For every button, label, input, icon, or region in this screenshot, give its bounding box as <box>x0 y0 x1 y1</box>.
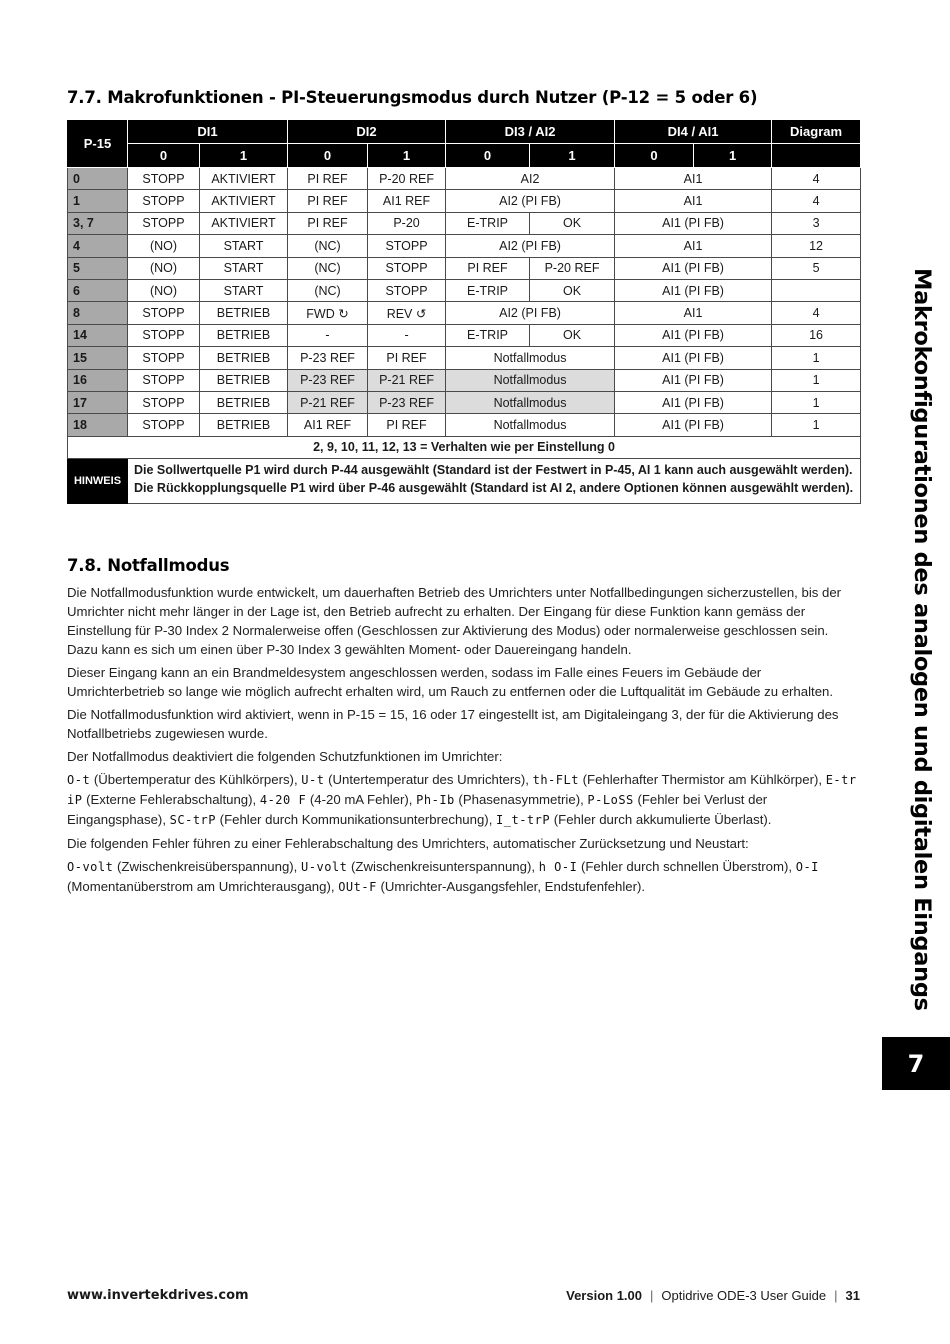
table-cell: P-23 REF <box>288 347 368 369</box>
fault-description: (Externe Fehlerabschaltung), <box>82 792 260 807</box>
table-cell: OK <box>530 212 615 234</box>
table-cell: STOPP <box>128 324 200 346</box>
subheader-cell: 0 <box>288 144 368 168</box>
table-cell: PI REF <box>368 347 446 369</box>
p15-value-cell: 18 <box>68 414 128 436</box>
table-cell: STOPP <box>128 369 200 391</box>
table-cell: AI1 (PI FB) <box>615 279 772 301</box>
fault-description: (Fehlerhafter Thermistor am Kühlkörper), <box>578 772 826 787</box>
fault-code: O-volt <box>67 860 114 874</box>
hinweis-text <box>128 459 861 504</box>
table-cell: Notfallmodus <box>446 414 615 436</box>
subheader-cell: 0 <box>128 144 200 168</box>
notfallmodus-body <box>67 583 862 901</box>
table-cell: START <box>200 279 288 301</box>
table-cell: START <box>200 257 288 279</box>
fault-code: 4-20 F <box>259 793 307 807</box>
header-p15: P-15 <box>68 120 128 168</box>
table-cell: 5 <box>772 257 861 279</box>
table-cell: BETRIEB <box>200 347 288 369</box>
fault-description: (Zwischenkreisunterspannung), <box>347 859 539 874</box>
table-cell: AI1 (PI FB) <box>615 257 772 279</box>
table-cell: START <box>200 235 288 257</box>
hinweis-line-1: Die Sollwertquelle P1 wird durch P-44 ausgewählt (Standard ist der Festwert in P-45, AI 1 kann auch ausgewählt werden). <box>134 463 853 478</box>
subheader-cell: 0 <box>446 144 530 168</box>
paragraph: Die Notfallmodusfunktion wird aktiviert, wenn in P-15 = 15, 16 oder 17 eingestellt ist, am Digitaleingang 3, der für die Aktivierung des Notfallbetriebs zugewiesen wurde. <box>67 707 839 741</box>
footer-url: www.invertekdrives.com <box>67 1288 249 1303</box>
paragraph: Der Notfallmodus deaktiviert die folgenden Schutzfunktionen im Umrichter: <box>67 749 503 764</box>
header-diagram: Diagram <box>772 120 861 144</box>
table-cell: P-20 <box>368 212 446 234</box>
fault-description: (Übertemperatur des Kühlkörpers), <box>90 772 302 787</box>
table-cell: AI2 <box>446 168 615 190</box>
table-cell: 1 <box>772 414 861 436</box>
fault-description: (Untertemperatur des Umrichters), <box>324 772 533 787</box>
table-row <box>68 369 861 391</box>
header-di4-ai1: DI4 / AI1 <box>615 120 772 144</box>
side-chapter-title <box>892 268 950 1033</box>
table-cell: AI1 (PI FB) <box>615 347 772 369</box>
table-cell: Notfallmodus <box>446 369 615 391</box>
fault-code: O-t <box>67 773 91 787</box>
chapter-number-tab: 7 <box>882 1037 950 1090</box>
table-cell: BETRIEB <box>200 302 288 324</box>
table-cell: AI1 (PI FB) <box>615 414 772 436</box>
fault-code: U-t <box>301 773 325 787</box>
side-chapter-title-text: Makrokonfigurationen des analogen und digitalen Eingangs <box>909 268 935 1011</box>
p15-value-cell: 6 <box>68 279 128 301</box>
table-cell: (NO) <box>128 257 200 279</box>
fault-description: (Fehler durch akkumulierte Überlast). <box>550 812 772 827</box>
fault-description: (Phasenasymmetrie), <box>454 792 588 807</box>
subheader-cell: 1 <box>368 144 446 168</box>
header-di3-ai2: DI3 / AI2 <box>446 120 615 144</box>
table-cell: STOPP <box>128 414 200 436</box>
footer-page-number: 31 <box>845 1288 860 1303</box>
p15-value-cell: 15 <box>68 347 128 369</box>
table-cell: STOPP <box>128 212 200 234</box>
fault-code: P-LoSS <box>587 793 634 807</box>
table-cell: 1 <box>772 347 861 369</box>
table-cell: AI1 <box>615 302 772 324</box>
table-row <box>68 190 861 212</box>
table-cell: AKTIVIERT <box>200 168 288 190</box>
paragraph: Die Notfallmodusfunktion wurde entwickelt, um dauerhaften Betrieb des Umrichters unter Notfallbedingungen sicherzustellen, bis der Umrichter nicht mehr länger in der Lage ist, den Betrieb aufrecht zu erhalten. Der Eingang für diese Funktion kann gemäss der Einstellung für P-30 Index 2 Normalerweise offen (Geschlossen zur Aktivierung des Modus) oder normalerweise geschlossen sein. Dazu kann es sich um einen über P-30 Index 3 gewählten Moment- oder Dauereingang handeln. <box>67 585 842 657</box>
p15-value-cell: 14 <box>68 324 128 346</box>
table-cell: AI1 (PI FB) <box>615 324 772 346</box>
table-cell: AI1 (PI FB) <box>615 391 772 413</box>
table-cell: AKTIVIERT <box>200 190 288 212</box>
table-cell: 4 <box>772 302 861 324</box>
table-cell: (NC) <box>288 279 368 301</box>
header-di1: DI1 <box>128 120 288 144</box>
table-cell: 4 <box>772 168 861 190</box>
table-cell: Notfallmodus <box>446 347 615 369</box>
table-cell: 3 <box>772 212 861 234</box>
table-cell: P-23 REF <box>368 391 446 413</box>
table-cell: Notfallmodus <box>446 391 615 413</box>
table-cell: 1 <box>772 369 861 391</box>
subheader-cell: 1 <box>200 144 288 168</box>
table-row <box>68 257 861 279</box>
p15-value-cell: 3, 7 <box>68 212 128 234</box>
p15-value-cell: 16 <box>68 369 128 391</box>
table-row <box>68 414 861 436</box>
fault-code: O-I <box>795 860 819 874</box>
fault-code: U-volt <box>301 860 348 874</box>
table-cell: P-20 REF <box>368 168 446 190</box>
table-cell: P-21 REF <box>288 391 368 413</box>
table-note: 2, 9, 10, 11, 12, 13 = Verhalten wie per Einstellung 0 <box>68 436 861 458</box>
paragraph: Dieser Eingang kann an ein Brandmeldesystem angeschlossen werden, sodass im Falle eines Feuers im Gebäude der Umrichterbetrieb so lange wie möglich aufrecht erhalten wird, um Rauch zu entfernen oder die Luftqualität im Gebäude zu erhalten. <box>67 665 834 699</box>
table-cell: AI1 <box>615 235 772 257</box>
table-cell: AI1 (PI FB) <box>615 212 772 234</box>
table-cell: STOPP <box>128 302 200 324</box>
fault-code: h O-I <box>538 860 578 874</box>
table-cell: BETRIEB <box>200 391 288 413</box>
table-cell: AI1 REF <box>368 190 446 212</box>
table-cell: REV ↺ <box>368 302 446 324</box>
table-cell: E-TRIP <box>446 324 530 346</box>
hinweis-line-2: Die Rückkopplungsquelle P1 wird über P-46 ausgewählt (Standard ist AI 2, andere Optionen können ausgewählt werden). <box>134 481 854 496</box>
table-cell: (NO) <box>128 279 200 301</box>
table-cell: (NO) <box>128 235 200 257</box>
p15-value-cell: 1 <box>68 190 128 212</box>
table-row <box>68 212 861 234</box>
table-cell: AKTIVIERT <box>200 212 288 234</box>
table-cell: PI REF <box>288 212 368 234</box>
table-cell: PI REF <box>446 257 530 279</box>
table-row <box>68 235 861 257</box>
paragraph: Die folgenden Fehler führen zu einer Fehlerabschaltung des Umrichters, automatischer Zurücksetzung und Neustart: <box>67 836 749 851</box>
table-cell: AI1 REF <box>288 414 368 436</box>
fault-description: (Fehler durch schnellen Überstrom), <box>577 859 796 874</box>
section-7-8-title: 7.8. Notfallmodus <box>67 556 230 575</box>
p15-value-cell: 8 <box>68 302 128 324</box>
table-cell: OK <box>530 324 615 346</box>
subheader-cell: 1 <box>530 144 615 168</box>
fault-description: (Momentanüberstrom am Umrichterausgang), <box>67 879 339 894</box>
table-cell: STOPP <box>128 168 200 190</box>
p15-value-cell: 0 <box>68 168 128 190</box>
table-row <box>68 391 861 413</box>
disabled-protections-list <box>67 770 862 830</box>
table-cell: 12 <box>772 235 861 257</box>
table-row <box>68 279 861 301</box>
p15-value-cell: 5 <box>68 257 128 279</box>
table-cell: FWD ↻ <box>288 302 368 324</box>
footer-version: Version 1.00 <box>566 1288 643 1303</box>
table-cell: 1 <box>772 391 861 413</box>
table-cell: PI REF <box>368 414 446 436</box>
table-cell: E-TRIP <box>446 279 530 301</box>
table-cell: - <box>368 324 446 346</box>
fault-description: (4-20 mA Fehler), <box>306 792 417 807</box>
table-row <box>68 324 861 346</box>
fault-code: Ph-Ib <box>416 793 455 807</box>
table-cell: BETRIEB <box>200 414 288 436</box>
fault-description: (Fehler durch Kommunikationsunterbrechung), <box>216 812 497 827</box>
table-cell: (NC) <box>288 257 368 279</box>
macro-table <box>67 119 861 504</box>
section-7-7-title: 7.7. Makrofunktionen - PI-Steuerungsmodus durch Nutzer (P-12 = 5 oder 6) <box>67 88 758 107</box>
table-cell: STOPP <box>368 235 446 257</box>
table-cell: 16 <box>772 324 861 346</box>
fault-code: SC-trP <box>169 813 217 827</box>
fault-description: (Zwischenkreisüberspannung), <box>113 859 302 874</box>
table-cell: - <box>288 324 368 346</box>
p15-value-cell: 17 <box>68 391 128 413</box>
subheader-cell: 1 <box>694 144 772 168</box>
table-cell: BETRIEB <box>200 324 288 346</box>
fault-code: E-tr iP <box>67 773 857 807</box>
table-cell: P-20 REF <box>530 257 615 279</box>
hinweis-label: HINWEIS <box>68 459 128 504</box>
table-cell: 4 <box>772 190 861 212</box>
table-cell: STOPP <box>128 190 200 212</box>
header-di2: DI2 <box>288 120 446 144</box>
auto-reset-faults-list <box>67 857 862 897</box>
table-cell: AI2 (PI FB) <box>446 302 615 324</box>
table-cell: STOPP <box>368 257 446 279</box>
subheader-cell-diagram <box>772 144 861 168</box>
table-cell: STOPP <box>368 279 446 301</box>
table-cell: BETRIEB <box>200 369 288 391</box>
fault-code: OUt-F <box>338 880 377 894</box>
table-cell: PI REF <box>288 168 368 190</box>
table-cell: AI1 <box>615 168 772 190</box>
fault-description: (Umrichter-Ausgangsfehler, Endstufenfehler). <box>376 879 646 894</box>
table-cell <box>772 279 861 301</box>
table-cell: PI REF <box>288 190 368 212</box>
table-cell: E-TRIP <box>446 212 530 234</box>
p15-value-cell: 4 <box>68 235 128 257</box>
table-row <box>68 302 861 324</box>
table-row <box>68 168 861 190</box>
table-cell: AI2 (PI FB) <box>446 190 615 212</box>
table-cell: STOPP <box>128 347 200 369</box>
table-cell: P-21 REF <box>368 369 446 391</box>
table-cell: OK <box>530 279 615 301</box>
fault-code: I_t-trP <box>496 813 551 827</box>
footer-guide: Optidrive ODE-3 User Guide <box>661 1288 827 1303</box>
table-cell: AI1 <box>615 190 772 212</box>
table-cell: AI2 (PI FB) <box>446 235 615 257</box>
table-cell: (NC) <box>288 235 368 257</box>
table-cell: STOPP <box>128 391 200 413</box>
table-cell: AI1 (PI FB) <box>615 369 772 391</box>
fault-description: (Fehler bei Verlust der Eingangsphase), <box>67 792 768 827</box>
table-cell: P-23 REF <box>288 369 368 391</box>
fault-code: th-FLt <box>532 773 579 787</box>
table-row <box>68 347 861 369</box>
subheader-cell: 0 <box>615 144 694 168</box>
footer-info: Version 1.00 | Optidrive ODE-3 User Guide | 31 <box>566 1288 860 1303</box>
